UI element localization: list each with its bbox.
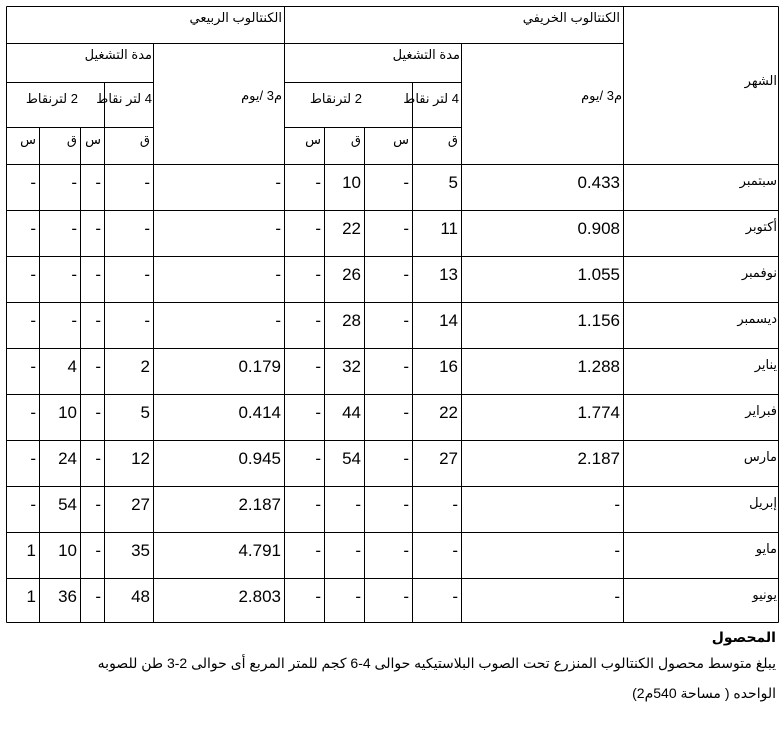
autumn-2l-min-cell: 26 bbox=[342, 265, 361, 284]
autumn-header: الكنتالوب الخريفي bbox=[522, 10, 620, 25]
autumn-m3-cell: 1.055 bbox=[577, 265, 620, 284]
spring-2l-hour-cell: - bbox=[30, 449, 36, 468]
spring-2l-min-cell: 36 bbox=[58, 587, 77, 606]
spring-2l-hour-cell: - bbox=[30, 357, 36, 376]
spring-2l-min-cell: - bbox=[71, 265, 77, 284]
hours-header: س bbox=[393, 132, 409, 147]
autumn-m3-cell: - bbox=[614, 541, 620, 560]
spring-2l-hour-cell: 1 bbox=[26, 587, 36, 606]
autumn-4l-hour-cell: - bbox=[403, 403, 409, 422]
spring-m3-cell: 0.179 bbox=[238, 357, 281, 376]
autumn-4l-hour-cell: - bbox=[403, 449, 409, 468]
spring-m3-cell: 2.803 bbox=[238, 587, 281, 606]
spring-2l-hour-cell: - bbox=[30, 403, 36, 422]
spring-4l-hour-cell: - bbox=[95, 495, 101, 514]
spring-4l-min-cell: 48 bbox=[131, 587, 150, 606]
autumn-4l-hour-cell: - bbox=[403, 311, 409, 330]
autumn-m3-cell: 1.288 bbox=[577, 357, 620, 376]
autumn-4l-hour-cell: - bbox=[403, 541, 409, 560]
autumn-m3-cell: 1.774 bbox=[577, 403, 620, 422]
autumn-2l-hour-cell: - bbox=[315, 357, 321, 376]
autumn-4l-min-cell: 22 bbox=[439, 403, 458, 422]
yield-title: المحصول bbox=[711, 629, 776, 645]
autumn-4l-header: 4 لتر نقاط bbox=[403, 91, 459, 106]
spring-2l-header: 2 لترنقاط bbox=[25, 91, 78, 106]
spring-4l-min-cell: 2 bbox=[140, 357, 150, 376]
autumn-2l-min-cell: - bbox=[355, 587, 361, 606]
spring-2l-min-cell: 10 bbox=[58, 541, 77, 560]
autumn-4l-hour-cell: - bbox=[403, 495, 409, 514]
autumn-2l-hour-cell: - bbox=[315, 541, 321, 560]
month-cell: نوفمبر bbox=[741, 265, 777, 280]
spring-header: الكنتالوب الربيعي bbox=[189, 10, 282, 25]
spring-4l-min-cell: - bbox=[144, 311, 150, 330]
spring-2l-hour-cell: - bbox=[30, 311, 36, 330]
minutes-header: ق bbox=[447, 132, 458, 147]
autumn-2l-min-cell: 44 bbox=[342, 403, 361, 422]
spring-m3-cell: - bbox=[275, 311, 281, 330]
autumn-m3-header: م3 /يوم bbox=[581, 88, 622, 103]
month-cell: سبتمبر bbox=[739, 173, 777, 188]
spring-m3-cell: 4.791 bbox=[238, 541, 281, 560]
yield-text-line-2: الواحده ( مساحة 540م2) bbox=[632, 685, 776, 701]
minutes-header: ق bbox=[66, 132, 77, 147]
month-cell: مارس bbox=[743, 449, 777, 464]
autumn-2l-hour-cell: - bbox=[315, 587, 321, 606]
autumn-2l-hour-cell: - bbox=[315, 173, 321, 192]
spring-2l-hour-cell: - bbox=[30, 173, 36, 192]
spring-2l-min-cell: - bbox=[71, 219, 77, 238]
autumn-m3-cell: 0.908 bbox=[577, 219, 620, 238]
month-header: الشهر bbox=[744, 73, 777, 88]
spring-m3-header: م3 /يوم bbox=[241, 88, 282, 103]
spring-4l-header: 4 لتر نقاط bbox=[96, 91, 152, 106]
autumn-4l-hour-cell: - bbox=[403, 173, 409, 192]
spring-4l-hour-cell: - bbox=[95, 357, 101, 376]
spring-m3-cell: - bbox=[275, 219, 281, 238]
spring-2l-min-cell: - bbox=[71, 311, 77, 330]
autumn-4l-min-cell: 11 bbox=[440, 219, 458, 238]
hours-header: س bbox=[305, 132, 321, 147]
spring-4l-min-cell: 35 bbox=[131, 541, 150, 560]
autumn-4l-min-cell: 13 bbox=[439, 265, 458, 284]
spring-4l-hour-cell: - bbox=[95, 219, 101, 238]
spring-4l-min-cell: 5 bbox=[140, 403, 150, 422]
spring-m3-cell: - bbox=[275, 265, 281, 284]
hours-header: س bbox=[85, 132, 101, 147]
autumn-2l-min-cell: 22 bbox=[342, 219, 361, 238]
spring-m3-cell: 0.414 bbox=[238, 403, 281, 422]
autumn-4l-min-cell: 5 bbox=[448, 173, 458, 192]
autumn-2l-min-cell: - bbox=[355, 541, 361, 560]
spring-2l-min-cell: 4 bbox=[67, 357, 77, 376]
autumn-m3-cell: 0.433 bbox=[577, 173, 620, 192]
autumn-2l-hour-cell: - bbox=[315, 219, 321, 238]
autumn-4l-min-cell: - bbox=[452, 541, 458, 560]
spring-m3-cell: - bbox=[275, 173, 281, 192]
spring-2l-hour-cell: - bbox=[30, 495, 36, 514]
spring-4l-hour-cell: - bbox=[95, 265, 101, 284]
autumn-2l-min-cell: - bbox=[355, 495, 361, 514]
month-cell: يونيو bbox=[752, 587, 777, 602]
autumn-2l-min-cell: 10 bbox=[342, 173, 361, 192]
spring-2l-min-cell: 10 bbox=[58, 403, 77, 422]
autumn-4l-min-cell: 27 bbox=[439, 449, 458, 468]
month-cell: أكتوبر bbox=[745, 219, 777, 234]
spring-duration-header: مدة التشغيل bbox=[84, 47, 152, 62]
spring-4l-hour-cell: - bbox=[95, 173, 101, 192]
autumn-4l-hour-cell: - bbox=[403, 219, 409, 238]
minutes-header: ق bbox=[139, 132, 150, 147]
autumn-2l-min-cell: 54 bbox=[342, 449, 361, 468]
spring-2l-hour-cell: 1 bbox=[26, 541, 36, 560]
spring-4l-hour-cell: - bbox=[95, 587, 101, 606]
autumn-2l-hour-cell: - bbox=[315, 311, 321, 330]
spring-2l-hour-cell: - bbox=[30, 265, 36, 284]
autumn-2l-hour-cell: - bbox=[315, 449, 321, 468]
month-cell: فبراير bbox=[745, 403, 777, 418]
autumn-duration-header: مدة التشغيل bbox=[392, 47, 460, 62]
autumn-4l-min-cell: 16 bbox=[439, 357, 458, 376]
spring-4l-hour-cell: - bbox=[95, 449, 101, 468]
autumn-m3-cell: 2.187 bbox=[577, 449, 620, 468]
autumn-4l-min-cell: - bbox=[452, 587, 458, 606]
spring-4l-hour-cell: - bbox=[95, 311, 101, 330]
minutes-header: ق bbox=[350, 132, 361, 147]
spring-4l-min-cell: 12 bbox=[131, 449, 150, 468]
autumn-4l-hour-cell: - bbox=[403, 265, 409, 284]
spring-2l-min-cell: 24 bbox=[58, 449, 77, 468]
hours-header: س bbox=[20, 132, 36, 147]
autumn-m3-cell: - bbox=[614, 587, 620, 606]
spring-4l-min-cell: - bbox=[144, 265, 150, 284]
spring-4l-min-cell: 27 bbox=[131, 495, 150, 514]
yield-text-line-1: يبلغ متوسط محصول الكنتالوب المنزرع تحت الصوب البلاستيكيه حوالى 4-6 كجم للمتر المربع أى حوالى 2-3 طن للصوبه bbox=[97, 655, 776, 671]
month-cell: ديسمبر bbox=[737, 311, 777, 326]
autumn-2l-hour-cell: - bbox=[315, 403, 321, 422]
autumn-2l-hour-cell: - bbox=[315, 495, 321, 514]
autumn-2l-min-cell: 32 bbox=[342, 357, 361, 376]
autumn-4l-min-cell: - bbox=[452, 495, 458, 514]
spring-4l-hour-cell: - bbox=[95, 403, 101, 422]
spring-4l-min-cell: - bbox=[144, 173, 150, 192]
spring-2l-min-cell: - bbox=[71, 173, 77, 192]
month-cell: إبريل bbox=[749, 495, 777, 510]
spring-m3-cell: 0.945 bbox=[238, 449, 281, 468]
autumn-4l-hour-cell: - bbox=[403, 587, 409, 606]
month-cell: يناير bbox=[754, 357, 777, 372]
spring-4l-hour-cell: - bbox=[95, 541, 101, 560]
spring-2l-min-cell: 54 bbox=[58, 495, 77, 514]
autumn-2l-min-cell: 28 bbox=[342, 311, 361, 330]
autumn-m3-cell: - bbox=[614, 495, 620, 514]
spring-4l-min-cell: - bbox=[144, 219, 150, 238]
autumn-4l-min-cell: 14 bbox=[439, 311, 458, 330]
autumn-4l-hour-cell: - bbox=[403, 357, 409, 376]
autumn-m3-cell: 1.156 bbox=[577, 311, 620, 330]
autumn-2l-hour-cell: - bbox=[315, 265, 321, 284]
spring-2l-hour-cell: - bbox=[30, 219, 36, 238]
spring-m3-cell: 2.187 bbox=[238, 495, 281, 514]
autumn-2l-header: 2 لترنقاط bbox=[309, 91, 362, 106]
month-cell: مايو bbox=[755, 541, 777, 556]
